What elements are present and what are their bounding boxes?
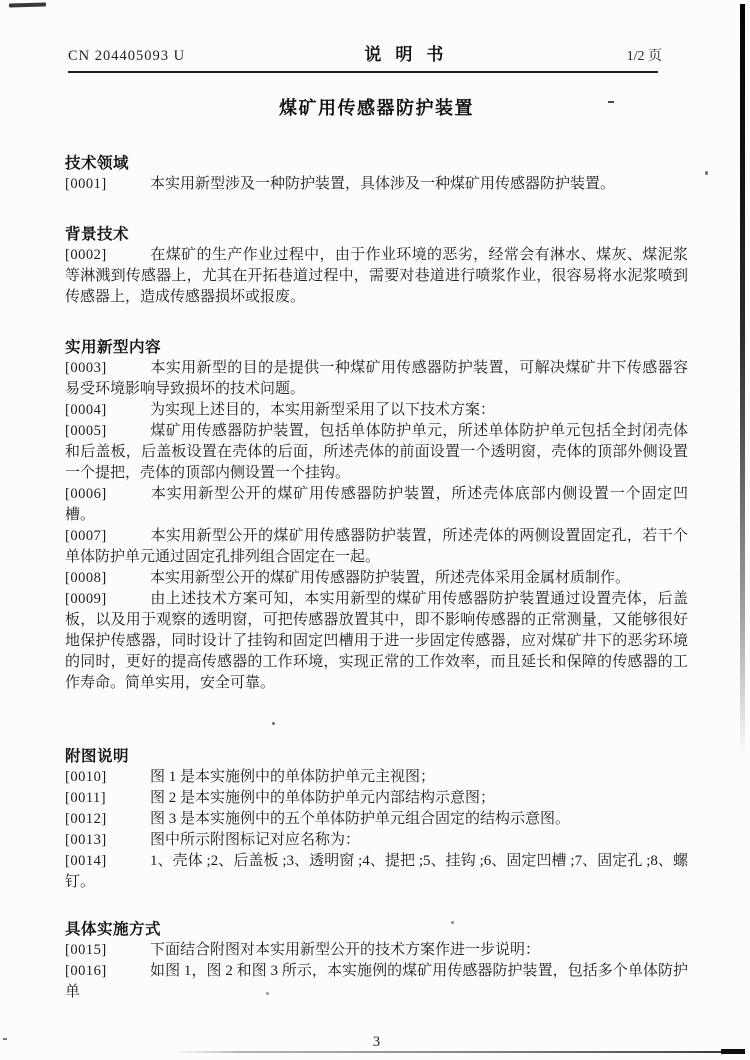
section-technical-field <box>65 153 688 195</box>
paragraph <box>65 174 688 195</box>
scan-speck <box>705 171 708 175</box>
paragraph-number: [0001] <box>65 176 107 192</box>
paragraph-number: [0015] <box>65 942 107 958</box>
paragraph <box>65 940 688 961</box>
scan-edge-line-right <box>740 4 745 756</box>
section-background <box>65 224 688 308</box>
section-embodiments <box>65 919 688 1003</box>
page-footer <box>65 1034 688 1051</box>
paragraph-text: 在煤矿的生产作业过程中，由于作业环境的恶劣，经常会有淋水、煤灰、煤泥浆等淋溅到传感器上，尤其在开拓巷道过程中，需要对巷道进行喷浆作业，很容易将水泥浆喷到传感器上，造成传感器损坏或报废。 <box>65 247 688 305</box>
scan-speck <box>3 1038 7 1040</box>
section-heading: 附图说明 <box>65 748 130 765</box>
paragraph <box>65 961 688 1003</box>
paragraph <box>65 245 688 308</box>
paragraph-number: [0016] <box>65 963 107 979</box>
paragraph-number: [0010] <box>65 769 107 785</box>
document-number: CN 204405093 U <box>68 48 186 64</box>
document-body <box>65 94 688 1051</box>
paragraph-number: [0008] <box>65 570 107 586</box>
paragraph-text: 本实用新型公开的煤矿用传感器防护装置，所述壳体底部内侧设置一个固定凹槽。 <box>65 486 688 523</box>
page-number: 3 <box>372 1034 381 1050</box>
paragraph-number: [0006] <box>65 486 107 502</box>
paragraph-text: 如图 1，图 2 和图 3 所示，本实施例的煤矿用传感器防护装置，包括多个单体防护单 <box>65 963 688 1000</box>
paragraph-text: 本实用新型的目的是提供一种煤矿用传感器防护装置，可解决煤矿井下传感器容易受环境影响导致损坏的技术问题。 <box>65 360 688 397</box>
section-heading: 技术领域 <box>65 155 130 172</box>
paragraph <box>65 830 688 851</box>
paragraph <box>65 851 688 893</box>
paragraph-number: [0007] <box>65 528 107 544</box>
paragraph-number: [0011] <box>65 790 107 806</box>
paragraph-text: 图 2 是本实施例中的单体防护单元内部结构示意图； <box>150 790 496 806</box>
scan-smudge-top-left <box>9 3 46 8</box>
paragraph-text: 图 1 是本实施例中的单体防护单元主视图； <box>150 769 436 785</box>
section-heading: 背景技术 <box>65 226 130 243</box>
paragraph <box>65 589 688 694</box>
paragraph-text: 为实现上述目的，本实用新型采用了以下技术方案： <box>150 402 496 418</box>
paragraph-number: [0013] <box>65 832 107 848</box>
section-summary <box>65 337 688 694</box>
paragraph <box>65 358 688 400</box>
paragraph-text: 由上述技术方案可知，本实用新型的煤矿用传感器防护装置通过设置壳体，后盖板，以及用于观察的透明窗，可把传感器放置其中，即不影响传感器的正常测量，又能够很好地保护传感器，同时设计了挂钩和固定凹槽用于进一步固定传感器，应对煤矿井下的恶劣环境的同时，更好的提高传感器的工作环境，实现正常的工作效率，而且延长和保障的传感器的工作寿命。简单实用，安全可靠。 <box>65 591 688 691</box>
scan-speck <box>451 921 454 924</box>
paragraph-text: 图中所示附图标记对应名称为： <box>150 832 361 848</box>
paragraph-text: 本实用新型涉及一种防护装置，具体涉及一种煤矿用传感器防护装置。 <box>150 176 616 192</box>
scan-edge-mark-bottom-right <box>721 1049 745 1054</box>
section-heading: 具体实施方式 <box>65 921 162 938</box>
invention-title: 煤矿用传感器防护装置 <box>279 98 474 118</box>
section-figure-description <box>65 746 688 893</box>
paragraph <box>65 400 688 421</box>
document-type-label: 说明书 <box>364 45 458 64</box>
paragraph-number: [0003] <box>65 360 107 376</box>
document-header <box>68 40 662 73</box>
paragraph <box>65 788 688 809</box>
paragraph-text: 图 3 是本实施例中的五个单体防护单元组合固定的结构示意图。 <box>150 811 571 827</box>
paragraph-text: 本实用新型公开的煤矿用传感器防护装置，所述壳体的两侧设置固定孔，若干个单体防护单元通过固定孔排列组合固定在一起。 <box>65 528 688 565</box>
scan-speck <box>608 101 614 103</box>
paragraph-text: 下面结合附图对本实用新型公开的技术方案作进一步说明： <box>150 942 541 958</box>
paragraph-number: [0005] <box>65 423 107 439</box>
paragraph-text: 煤矿用传感器防护装置，包括单体防护单元，所述单体防护单元包括全封闭壳体和后盖板，后盖板设置在壳体的后面，所述壳体的前面设置一个透明窗，壳体的顶部外侧设置一个提把，壳体的顶部内侧设置一个挂钩。 <box>65 423 688 481</box>
scan-speck <box>266 992 269 995</box>
paragraph-text: 1、壳体 ;2、后盖板 ;3、透明窗 ;4、提把 ;5、挂钩 ;6、固定凹槽 ;7、固定孔 ;8、螺钉。 <box>65 853 688 890</box>
paragraph-text: 本实用新型公开的煤矿用传感器防护装置，所述壳体采用金属材质制作。 <box>150 570 631 586</box>
paragraph <box>65 484 688 526</box>
paragraph <box>65 568 688 589</box>
paragraph <box>65 421 688 484</box>
paragraph-number: [0002] <box>65 247 107 263</box>
paragraph-number: [0012] <box>65 811 107 827</box>
paragraph-number: [0014] <box>65 853 107 869</box>
section-heading: 实用新型内容 <box>65 339 162 356</box>
paragraph-number: [0004] <box>65 402 107 418</box>
scan-edge-line-bottom <box>172 1051 745 1053</box>
page-indicator: 1/2 页 <box>626 49 662 64</box>
paragraph <box>65 526 688 568</box>
paragraph <box>65 809 688 830</box>
paragraph-number: [0009] <box>65 591 107 607</box>
scan-speck <box>272 722 275 725</box>
paragraph <box>65 767 688 788</box>
